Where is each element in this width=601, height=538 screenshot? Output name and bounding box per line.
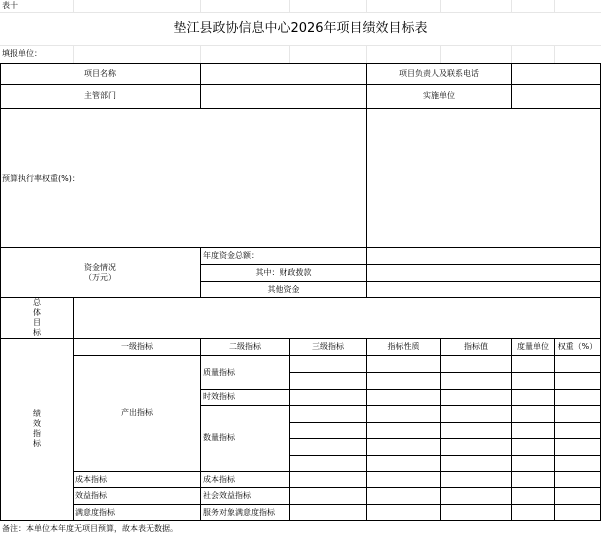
satisfaction-level2-label: 服务对象满意度指标	[203, 508, 275, 517]
header-unit: 度量单位	[517, 342, 549, 351]
page-title: 垫江县政协信息中心2026年项目绩效目标表	[173, 21, 428, 36]
timeliness-indicator-label: 时效指标	[203, 392, 235, 401]
table-tag: 表十	[2, 1, 18, 10]
satisfaction-level1-label: 满意度指标	[75, 508, 115, 517]
performance-label: 绩效指标	[33, 409, 41, 448]
budget-weight-label: 预算执行率权重(%)：	[2, 174, 80, 183]
header-level3: 三级指标	[312, 342, 344, 351]
header-level1: 一级指标	[121, 342, 153, 351]
header-level2: 二级指标	[229, 342, 261, 351]
overall-goal-label: 总体目标	[33, 298, 41, 337]
footer-note: 备注：本单位本年度无项目预算，故本表无数据。	[2, 524, 178, 533]
project-contact-label: 项目负责人及联系电话	[399, 69, 479, 78]
project-name-label: 项目名称	[84, 69, 116, 78]
funds-label-line2: （万元）	[84, 273, 116, 282]
other-funds-label: 其他资金	[267, 285, 300, 294]
fill-unit-label: 填报单位：	[2, 49, 42, 58]
quality-indicator-label: 质量指标	[203, 368, 235, 377]
cost-level1-label: 成本指标	[75, 475, 107, 484]
cost-level2-label: 成本指标	[203, 475, 235, 484]
quantity-indicator-label: 数量指标	[203, 433, 235, 442]
implementer-value[interactable]	[512, 85, 600, 108]
project-contact-value[interactable]	[512, 64, 600, 84]
header-weight: 权重（%）	[557, 342, 598, 351]
annual-total-label: 年度资金总额：	[203, 251, 259, 260]
benefit-level2-label: 社会效益指标	[203, 491, 251, 500]
output-indicator-label: 产出指标	[121, 408, 153, 417]
project-name-value[interactable]	[201, 64, 366, 84]
benefit-level1-label: 效益指标	[75, 491, 107, 500]
funds-label-line1: 资金情况	[84, 263, 116, 272]
fiscal-funds-label: 其中：财政拨款	[255, 268, 312, 277]
header-indicator-nature: 指标性质	[387, 342, 420, 351]
supervisor-value[interactable]	[201, 85, 366, 108]
implementer-label: 实施单位	[423, 91, 455, 100]
supervisor-label: 主管部门	[84, 91, 116, 100]
header-indicator-value: 指标值	[464, 342, 488, 351]
